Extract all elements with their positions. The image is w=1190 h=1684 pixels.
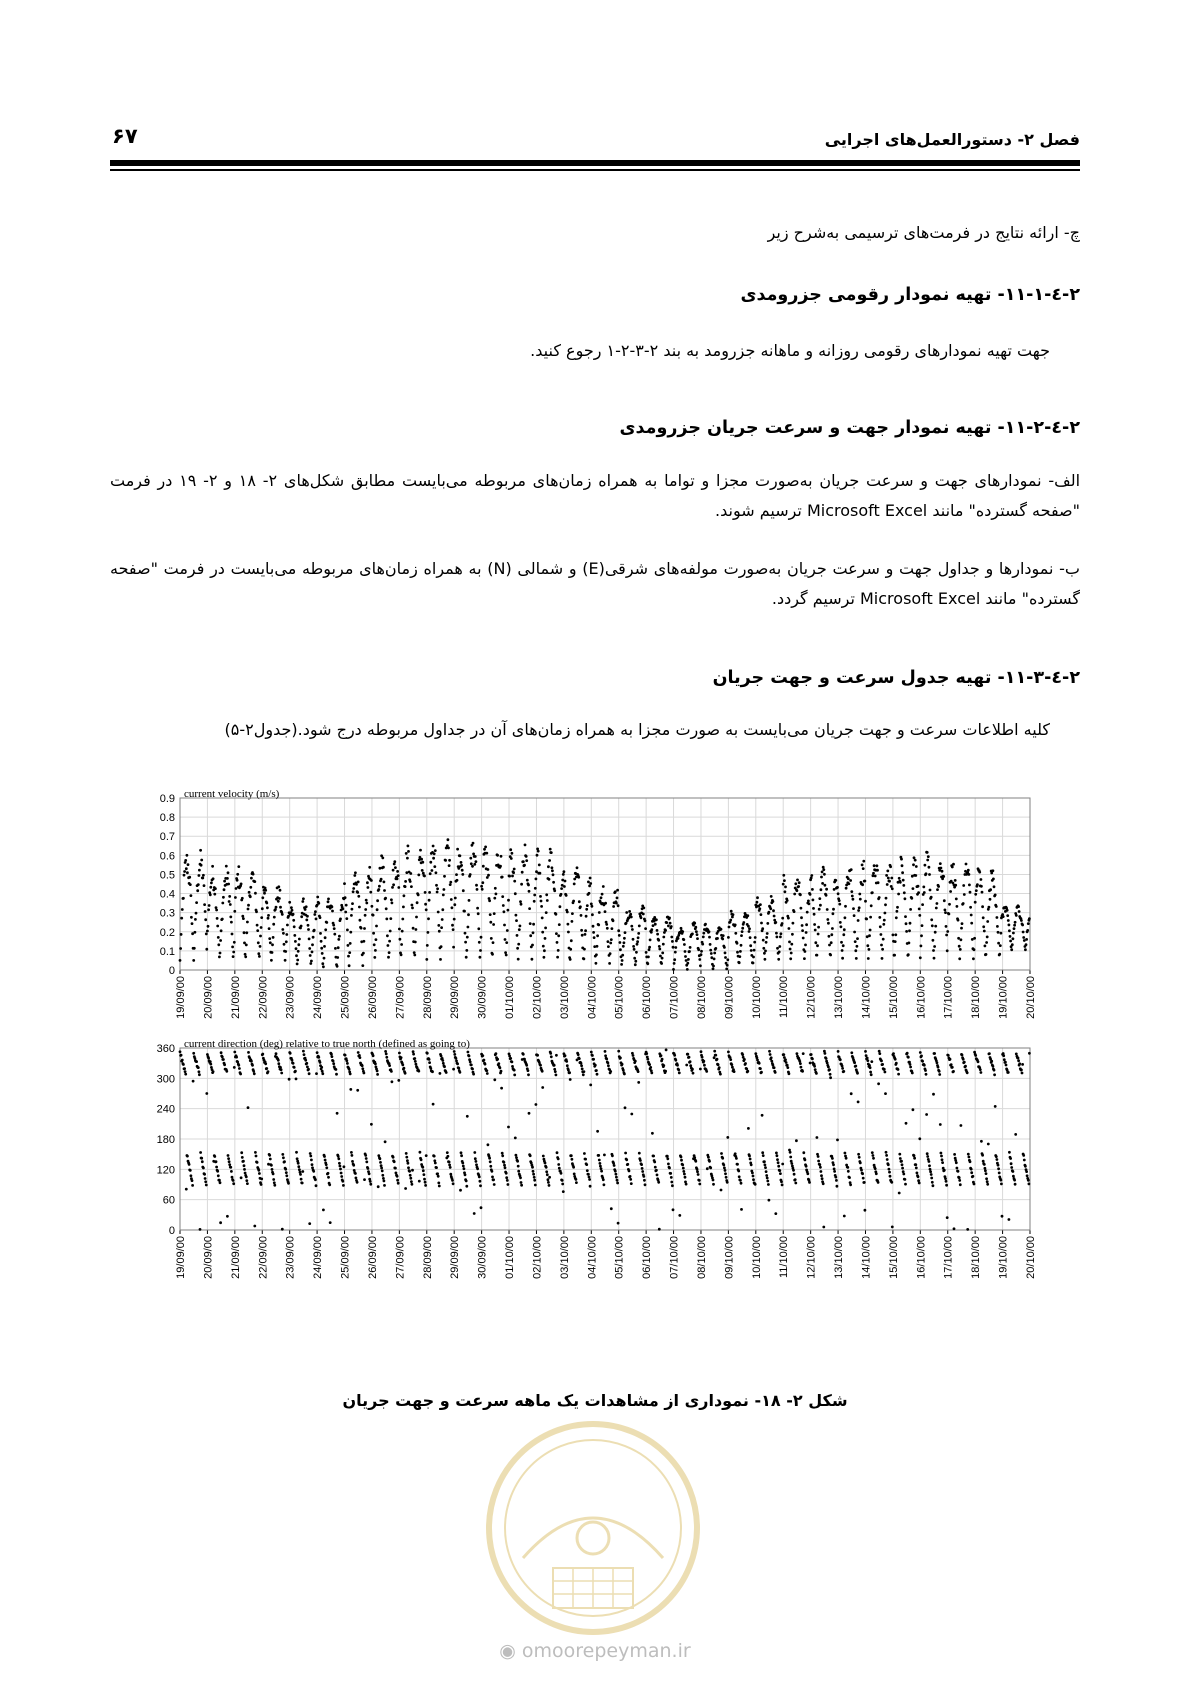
x-tick-label: 19/09/00 bbox=[175, 1236, 187, 1279]
figure-caption: شکل ۲- ۱۸- نموداری از مشاهدات یک ماهه سرعت و جهت جریان bbox=[342, 1391, 848, 1410]
header-rule-thin bbox=[110, 169, 1080, 171]
x-tick-label: 12/10/00 bbox=[805, 1236, 818, 1279]
x-tick-label: 19/10/00 bbox=[997, 976, 1010, 1019]
y-tick-label: 0.7 bbox=[159, 831, 175, 844]
watermark-seal-icon bbox=[483, 1418, 703, 1638]
x-tick-label: 19/09/00 bbox=[175, 976, 187, 1019]
x-tick-label: 30/09/00 bbox=[476, 1236, 489, 1279]
x-tick-label: 16/10/00 bbox=[915, 976, 928, 1019]
x-tick-label: 24/09/00 bbox=[312, 976, 325, 1019]
x-tick-label: 21/09/00 bbox=[229, 976, 242, 1019]
page-number: ۶۷ bbox=[112, 124, 138, 148]
x-tick-label: 06/10/00 bbox=[641, 976, 654, 1019]
y-tick-label: 0.3 bbox=[159, 907, 175, 920]
x-tick-label: 02/10/00 bbox=[531, 976, 544, 1019]
x-tick-label: 10/10/00 bbox=[750, 1236, 763, 1279]
charts-svg bbox=[150, 790, 1110, 1330]
x-tick-label: 08/10/00 bbox=[695, 976, 708, 1019]
x-tick-label: 11/10/00 bbox=[778, 1236, 791, 1279]
section1-heading: ۲-٤-۱۱-۱- تهیه نمودار رقومی جزرومدی bbox=[740, 285, 1080, 305]
x-tick-label: 22/09/00 bbox=[257, 976, 270, 1019]
x-tick-label: 04/10/00 bbox=[586, 976, 599, 1019]
direction-points bbox=[179, 1049, 1031, 1231]
section2-heading: ۲-٤-۱۱-۲- تهیه نمودار جهت و سرعت جریان جزرومدی bbox=[619, 418, 1080, 438]
x-tick-label: 10/10/00 bbox=[750, 976, 763, 1019]
x-tick-label: 17/10/00 bbox=[942, 976, 955, 1019]
chart-area bbox=[150, 790, 1110, 1330]
x-tick-label: 20/10/00 bbox=[1025, 976, 1037, 1019]
x-tick-label: 07/10/00 bbox=[668, 976, 681, 1019]
y-tick-label: 0.9 bbox=[159, 793, 175, 805]
x-tick-label: 03/10/00 bbox=[558, 1236, 571, 1279]
y-tick-label: 0.4 bbox=[159, 888, 175, 901]
x-tick-label: 20/10/00 bbox=[1025, 1236, 1037, 1279]
watermark-url-text: omoorepeyman.ir bbox=[521, 1640, 691, 1662]
y-tick-label: 0.8 bbox=[159, 812, 175, 825]
y-tick-label: 300 bbox=[156, 1073, 175, 1086]
x-tick-label: 15/10/00 bbox=[887, 976, 900, 1019]
y-tick-label: 0.2 bbox=[159, 926, 175, 939]
y-tick-label: 240 bbox=[156, 1103, 175, 1116]
x-tick-label: 07/10/00 bbox=[668, 1236, 681, 1279]
chart-title: current direction (deg) relative to true north (defined as going to) bbox=[184, 1038, 470, 1050]
x-tick-label: 27/09/00 bbox=[394, 976, 407, 1019]
x-tick-label: 04/10/00 bbox=[586, 1236, 599, 1279]
x-tick-label: 27/09/00 bbox=[394, 1236, 407, 1279]
y-tick-label: 180 bbox=[156, 1134, 175, 1146]
section2-item-b: ب- نمودارها و جداول جهت و سرعت جریان به‌صورت مولفه‌های شرقی(E) و شمالی (N) به همراه زمان‌های مربوطه می‌بایست در فرمت "صفحه گسترده" مانند Microsoft Excel ترسیم گردد. bbox=[110, 559, 1080, 608]
chapter-title: فصل ۲- دستورالعمل‌های اجرایی bbox=[824, 130, 1080, 149]
x-tick-label: 23/09/00 bbox=[284, 976, 297, 1019]
y-tick-label: 0.5 bbox=[159, 869, 175, 882]
x-tick-label: 14/10/00 bbox=[860, 1236, 873, 1279]
y-tick-label: 0.6 bbox=[159, 850, 175, 863]
x-tick-label: 22/09/00 bbox=[257, 1236, 270, 1279]
x-tick-label: 14/10/00 bbox=[860, 976, 873, 1019]
x-tick-label: 24/09/00 bbox=[312, 1236, 325, 1279]
chart-title: current velocity (m/s) bbox=[184, 790, 280, 800]
x-tick-label: 21/09/00 bbox=[229, 1236, 242, 1279]
x-tick-label: 18/10/00 bbox=[970, 1236, 983, 1279]
x-tick-label: 16/10/00 bbox=[915, 1236, 928, 1279]
x-tick-label: 11/10/00 bbox=[778, 976, 791, 1019]
x-tick-label: 20/09/00 bbox=[202, 1236, 215, 1279]
x-tick-label: 17/10/00 bbox=[942, 1236, 955, 1279]
x-tick-label: 26/09/00 bbox=[366, 976, 379, 1019]
watermark-url: ◉ omoorepeyman.ir bbox=[499, 1640, 691, 1662]
x-tick-label: 23/09/00 bbox=[284, 1236, 297, 1279]
x-tick-label: 28/09/00 bbox=[421, 976, 434, 1019]
y-tick-label: 0.1 bbox=[159, 945, 175, 958]
x-tick-label: 09/10/00 bbox=[723, 1236, 736, 1279]
x-tick-label: 15/10/00 bbox=[887, 1236, 900, 1279]
header-rule-thick bbox=[110, 160, 1080, 166]
intro-item: چ- ارائه نتایج در فرمت‌های ترسیمی به‌شرح زیر bbox=[767, 223, 1080, 242]
x-tick-label: 13/10/00 bbox=[833, 976, 846, 1019]
y-tick-label: 0 bbox=[168, 965, 175, 977]
x-tick-label: 01/10/00 bbox=[504, 976, 517, 1019]
section1-text: جهت تهیه نمودارهای رقومی روزانه و ماهانه جزرومد به بند ۲-۳-۲-۱ رجوع کنید. bbox=[530, 341, 1050, 360]
x-tick-label: 09/10/00 bbox=[723, 976, 736, 1019]
x-tick-label: 29/09/00 bbox=[449, 1236, 462, 1279]
x-tick-label: 05/10/00 bbox=[613, 1236, 626, 1279]
y-tick-label: 0 bbox=[168, 1225, 175, 1237]
x-tick-label: 08/10/00 bbox=[695, 1236, 708, 1279]
plot-frame bbox=[180, 798, 1030, 970]
x-tick-label: 26/09/00 bbox=[366, 1236, 379, 1279]
x-tick-label: 13/10/00 bbox=[833, 1236, 846, 1279]
section2-item-a: الف- نمودارهای جهت و سرعت جریان به‌صورت مجزا و تواما به همراه زمان‌های مربوطه می‌بایست مطابق شکل‌های ۲- ۱۸ و ۲- ۱۹ در فرمت "صفحه گسترده" مانند Microsoft Excel ترسیم شوند. bbox=[110, 471, 1081, 520]
x-tick-label: 30/09/00 bbox=[476, 976, 489, 1019]
section3-text: کلیه اطلاعات سرعت و جهت جریان می‌بایست به صورت مجزا به همراه زمان‌های آن در جداول مربوطه درج شود.(جدول۲-۵) bbox=[224, 720, 1050, 739]
x-tick-label: 02/10/00 bbox=[531, 1236, 544, 1279]
x-tick-label: 25/09/00 bbox=[339, 976, 352, 1019]
x-tick-label: 18/10/00 bbox=[970, 976, 983, 1019]
x-tick-label: 12/10/00 bbox=[805, 976, 818, 1019]
y-tick-label: 120 bbox=[156, 1164, 175, 1177]
x-tick-label: 29/09/00 bbox=[449, 976, 462, 1019]
x-tick-label: 28/09/00 bbox=[421, 1236, 434, 1279]
y-tick-label: 60 bbox=[162, 1194, 175, 1207]
x-tick-label: 03/10/00 bbox=[558, 976, 571, 1019]
x-tick-label: 05/10/00 bbox=[613, 976, 626, 1019]
x-tick-label: 25/09/00 bbox=[339, 1236, 352, 1279]
x-tick-label: 06/10/00 bbox=[641, 1236, 654, 1279]
x-tick-label: 20/09/00 bbox=[202, 976, 215, 1019]
x-tick-label: 19/10/00 bbox=[997, 1236, 1010, 1279]
x-tick-label: 01/10/00 bbox=[504, 1236, 517, 1279]
section3-heading: ۲-٤-۱۱-۳- تهیه جدول سرعت و جهت جریان bbox=[712, 668, 1080, 688]
y-tick-label: 360 bbox=[156, 1043, 175, 1055]
